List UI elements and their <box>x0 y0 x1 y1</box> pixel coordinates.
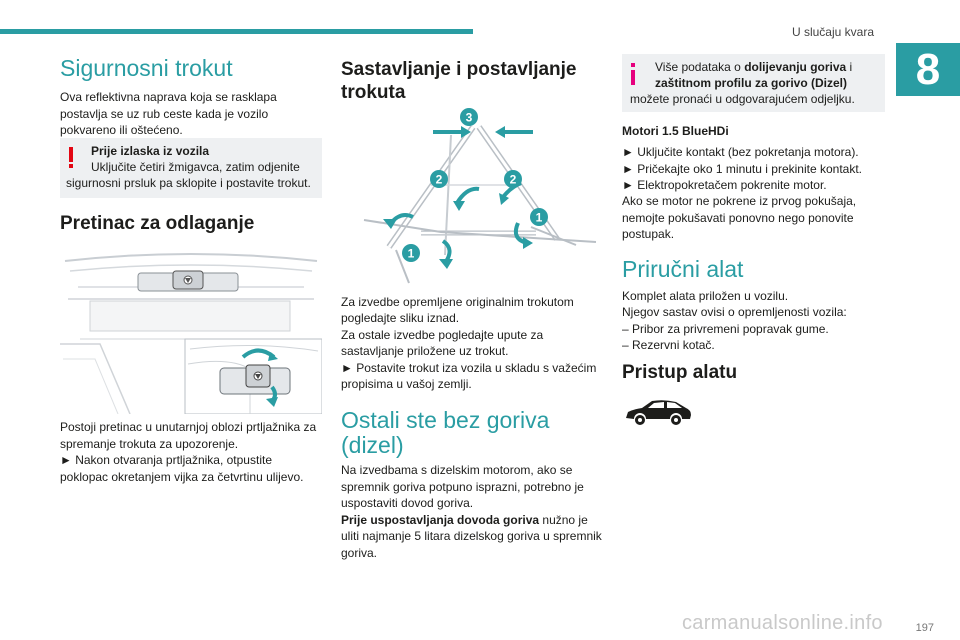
intro-paragraph: Ova reflektivna naprava koja se rasklapa postavlja se uz rub ceste kada je vozilo pokvareno ili oštećeno. <box>60 90 277 137</box>
svg-text:1: 1 <box>407 246 415 261</box>
engine-step-3: ► Elektropokretačem pokrenite motor. <box>622 178 827 192</box>
triangle-assembly-illustration <box>361 105 601 285</box>
engine-line-6: postupak. <box>622 227 675 241</box>
fuel-line-3: uspostaviti dovod goriva. <box>341 496 474 510</box>
heading-storage: Pretinac za odlaganje <box>60 213 255 234</box>
callout-1-right <box>530 208 548 226</box>
fuel-line-1: Na izvedbama s dizelskim motorom, ako se <box>341 463 573 477</box>
warning-line-1: Uključite četiri žmigavca, zatim odjenite <box>91 160 300 174</box>
engine-step-2: ► Pričekajte oko 1 minutu i prekinite kontakt. <box>622 162 862 176</box>
fuel-line-4-rest: nužno je <box>539 513 588 527</box>
storage-line-3: ► Nakon otvaranja prtljažnika, otpustite <box>60 453 272 467</box>
svg-text:2: 2 <box>435 172 443 187</box>
engine-step-1: ► Uključite kontakt (bez pokretanja motora). <box>622 145 859 159</box>
info-box <box>622 54 885 112</box>
info-icon <box>628 62 638 86</box>
engine-line-4: Ako se motor ne pokrene iz prvog pokušaja, <box>622 194 857 208</box>
tools-line-3: – Pribor za privremeni popravak gume. <box>622 322 829 336</box>
info-bold-refuel: dolijevanju goriva <box>744 60 847 74</box>
storage-line-2: spremanje trokuta za upozorenje. <box>60 437 239 451</box>
storage-line-4: poklopac okretanjem vijka za četvrtinu ulijevo. <box>60 470 304 484</box>
fuel-line-6: goriva. <box>341 546 378 560</box>
fuel-line-5: uliti najmanje 5 litara dizelskog goriva u spremnik <box>341 529 602 543</box>
fuel-line-4 <box>341 512 588 529</box>
warning-exclamation-icon <box>66 146 76 170</box>
callout-3 <box>460 108 478 126</box>
callout-2-right <box>504 170 522 188</box>
chapter-number-badge: 8 <box>896 43 960 96</box>
warning-title: Prije izlaska iz vozila <box>91 144 210 158</box>
info-line-1 <box>655 59 852 76</box>
heading-tools: Priručni alat <box>622 256 744 282</box>
info-mid: i <box>846 60 853 74</box>
heading-tool-access: Pristup alatu <box>622 362 738 383</box>
assembly-line-5: ► Postavite trokut iza vozila u skladu s važećim <box>341 361 597 375</box>
car-silhouette-icon <box>624 398 694 428</box>
callout-2-left <box>430 170 448 188</box>
heading-out-of-fuel-line-2: (dizel) <box>341 432 404 458</box>
info-pre: Više podataka o <box>655 60 745 74</box>
callout-1-left <box>402 244 420 262</box>
fuel-line-2: spremnik goriva potpuno isprazni, potrebno je <box>341 480 584 494</box>
fuel-bold-phrase: Prije uspostavljanja dovoda goriva <box>341 513 540 527</box>
storage-line-1: Postoji pretinac u unutarnjoj oblozi prtljažnika za <box>60 420 317 434</box>
warning-line-2: sigurnosni prsluk pa sklopite i postavite trokut. <box>66 176 311 190</box>
tools-line-1: Komplet alata priložen u vozilu. <box>622 289 789 303</box>
assembly-line-6: propisima u vašoj zemlji. <box>341 377 472 391</box>
warning-box <box>60 138 322 198</box>
engine-heading: Motori 1.5 BlueHDi <box>622 124 729 138</box>
info-line-3: možete pronaći u odgovarajućem odjeljku. <box>630 92 855 106</box>
svg-text:2: 2 <box>509 172 517 187</box>
svg-text:1: 1 <box>535 210 543 225</box>
watermark: carmanualsonline.info <box>682 612 883 634</box>
assembly-line-2: pogledajte sliku iznad. <box>341 311 460 325</box>
assembly-line-1: Za izvedbe opremljene originalnim trokutom <box>341 295 574 309</box>
section-title: U slučaju kvara <box>791 25 874 39</box>
assembly-line-4: sastavljanje priložene uz trokut. <box>341 344 509 358</box>
heading-out-of-fuel-line-1: Ostali ste bez goriva <box>341 407 550 433</box>
page-number: 197 <box>915 622 934 634</box>
heading-assembly-line-1: Sastavljanje i postavljanje <box>341 59 577 80</box>
heading-safety-triangle: Sigurnosni trokut <box>60 55 233 81</box>
engine-line-5: nemojte pokušavati ponovno nego ponovite <box>622 211 854 225</box>
trunk-storage-illustration <box>60 249 322 414</box>
tools-line-4: – Rezervni kotač. <box>622 338 715 352</box>
heading-assembly-line-2: trokuta <box>341 82 406 103</box>
tools-line-2: Njegov sastav ovisi o opremljenosti vozila: <box>622 305 847 319</box>
info-bold-fuel-guard: zaštitnom profilu za gorivo (Dizel) <box>655 76 848 90</box>
header-accent-bar <box>0 29 473 34</box>
assembly-line-3: Za ostale izvedbe pogledajte upute za <box>341 328 544 342</box>
svg-text:3: 3 <box>465 110 473 125</box>
